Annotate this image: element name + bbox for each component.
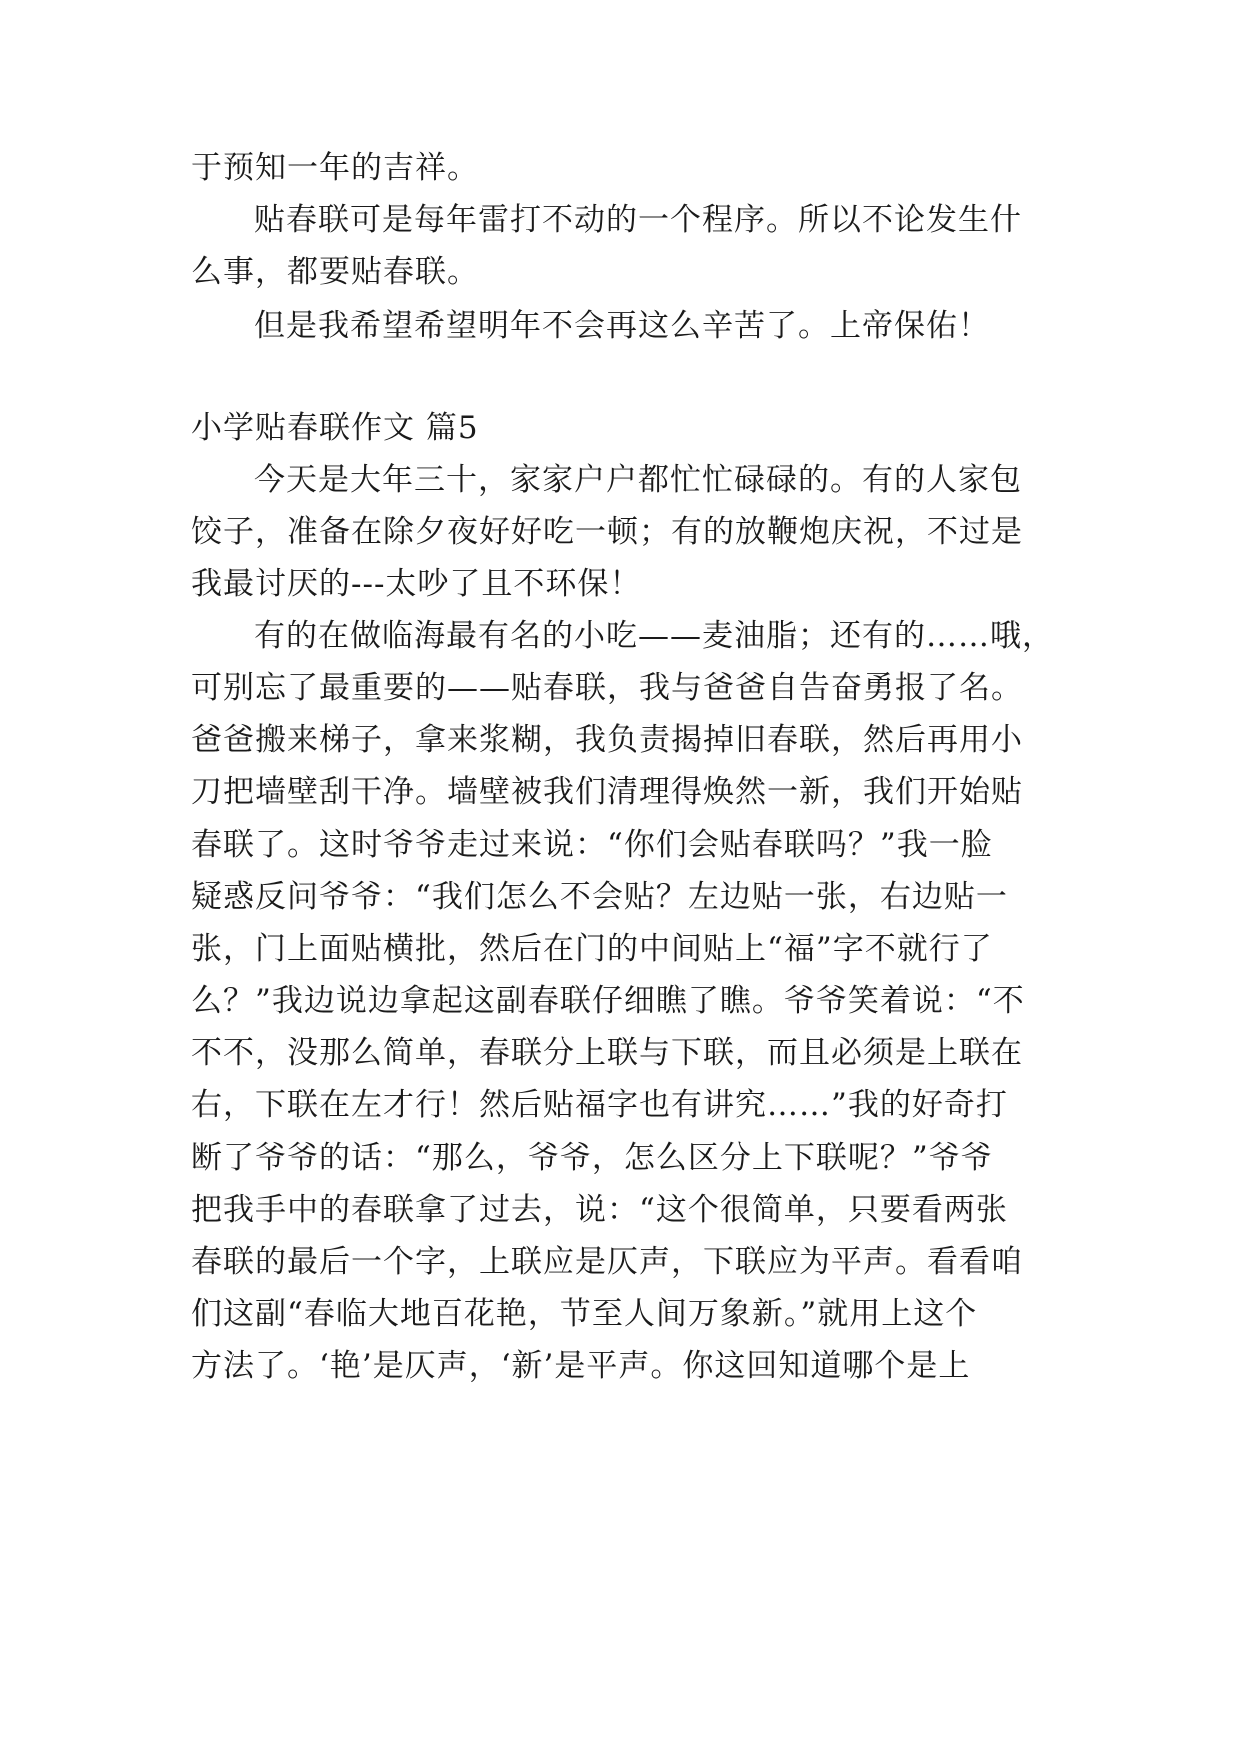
paragraph-line: 断了爷爷的话：“那么，爷爷，怎么区分上下联呢？”爷爷 bbox=[191, 1140, 993, 1176]
paragraph-line: 贴春联可是每年雷打不动的一个程序。所以不论发生什 bbox=[254, 202, 1022, 238]
paragraph-line: 不不，没那么简单，春联分上联与下联，而且必须是上联在 bbox=[191, 1035, 1023, 1071]
paragraph-line: 今天是大年三十，家家户户都忙忙碌碌的。有的人家包 bbox=[254, 462, 1022, 498]
paragraph-line: 右，下联在左才行！然后贴福字也有讲究……”我的好奇打 bbox=[191, 1087, 1008, 1123]
paragraph-line: 我最讨厌的---太吵了且不环保！ bbox=[191, 566, 642, 602]
section-title: 小学贴春联作文 篇5 bbox=[191, 410, 479, 446]
paragraph-line: 么？”我边说边拿起这副春联仔细瞧了瞧。爷爷笑着说：“不 bbox=[191, 983, 1025, 1019]
paragraph-line: 有的在做临海最有名的小吃——麦油脂；还有的……哦， bbox=[254, 618, 1054, 654]
paragraph-line: 方法了。‘艳’是仄声，‘新’是平声。你这回知道哪个是上 bbox=[191, 1348, 971, 1384]
paragraph-line: 张，门上面贴横批，然后在门的中间贴上“福”字不就行了 bbox=[191, 931, 993, 967]
paragraph-line: 春联了。这时爷爷走过来说：“你们会贴春联吗？”我一脸 bbox=[191, 827, 993, 863]
paragraph-line: 爸爸搬来梯子，拿来浆糊，我负责揭掉旧春联，然后再用小 bbox=[191, 722, 1023, 758]
paragraph-line: 饺子，准备在除夕夜好好吃一顿；有的放鞭炮庆祝，不过是 bbox=[191, 514, 1023, 550]
paragraph-line: 可别忘了最重要的——贴春联，我与爸爸自告奋勇报了名。 bbox=[191, 670, 1023, 706]
paragraph-line: 们这副“春临大地百花艳，节至人间万象新。”就用上这个 bbox=[191, 1296, 978, 1332]
paragraph-line: 刀把墙壁刮干净。墙壁被我们清理得焕然一新，我们开始贴 bbox=[191, 774, 1023, 810]
paragraph-line: 于预知一年的吉祥。 bbox=[191, 150, 479, 186]
paragraph-line: 把我手中的春联拿了过去，说：“这个很简单，只要看两张 bbox=[191, 1192, 1008, 1228]
paragraph-line: 疑惑反问爷爷：“我们怎么不会贴？左边贴一张，右边贴一 bbox=[191, 879, 1008, 915]
paragraph-line: 么事，都要贴春联。 bbox=[191, 254, 479, 290]
paragraph-line: 春联的最后一个字，上联应是仄声，下联应为平声。看看咱 bbox=[191, 1244, 1023, 1280]
paragraph-line: 但是我希望希望明年不会再这么辛苦了。上帝保佑！ bbox=[254, 308, 990, 344]
